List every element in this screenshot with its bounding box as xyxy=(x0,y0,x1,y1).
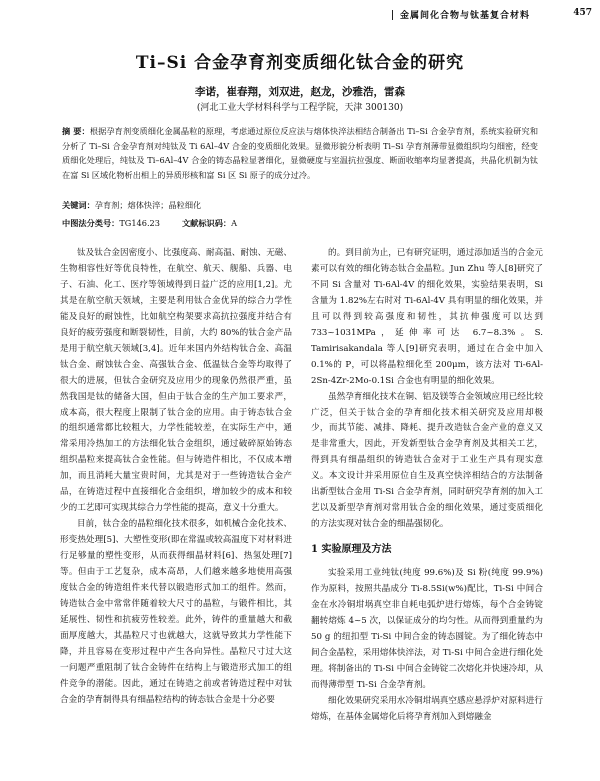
header-rule xyxy=(392,10,393,20)
body-paragraph: 的。到目前为止，已有研究证明，通过添加适当的合金元素可以有效的细化铸态钛合金晶粒。Jun Zhu 等人[8]研究了不同 Si 含量对 Ti-6Al-4V 的细化效果，实验结果表明，Si 含量为 1.82%左右时对 Ti-6Al-4V 具有明显的细化效果，并且可以得到较高强度和韧性，其抗伸强度可以达到 733~1031MPa，延伸率可达 6.7~8.3%。S. Tamirisakandala 等人[9]研究表明，通过在合金中加入 0.1%的 P，可以将晶粒细化至 200μm，该方法对 Ti-6Al-2Sn-4Zr-2Mo-0.1Si 合金也有明显的细化效果。 xyxy=(311,248,543,386)
body-paragraph: 实验采用工业纯钛(纯度 99.6%)及 Si 粉(纯度 99.9%)作为原料，按照共晶成分 Ti-8.5Si(w%)配比，Ti-Si 中间合金在水冷铜坩埚真空非自耗电弧炉进行熔炼，每个合金铸锭翻转熔炼 4~5 次，以保证成分的均匀性。从而得到重量约为 50 g 的纽扣型 Ti-Si 中间合金的铸态圆锭。为了细化铸态中间合金晶粒，采用熔体快淬法，对 Ti-Si 中间合金进行细化处理。将制备出的 Ti-Si 中间合金铸锭二次熔化并快速冷却，从而得薄带型 Ti-Si 合金孕育剂。 xyxy=(311,568,543,690)
body-paragraph: 钛及钛合金因密度小、比强度高、耐高温、耐蚀、无磁、生物相容性好等优良特性，在航空、航天、舰船、兵器、电子、石油、化工、医疗等领域得到日益广泛的应用[1,2]。尤其是在航空航天领域，主要是利用钛合金优异的综合力学性能及良好的耐蚀性，比如航空构架要求高抗拉强度并结合有良好的疲劳强度和断裂韧性，目前，大约 80%的钛合金产品是用于航空航天领域[3,4]。近年来国内外结构钛合金、高温钛合金、耐蚀钛合金、高强钛合金、低温钛合金等均取得了很大的进展，但钛合金研究及应用少的现象仍然很严重，虽然我国是钛的储备大国，但由于钛合金的生产加工要求严，成本高，很大程度上限制了钛合金的应用。由于铸态钛合金的组织通常都比较粗大，力学性能较差，在实际生产中，通常采用冷热加工的方法细化钛合金组织，通过破碎原始铸态组织晶粒来提高钛合金性能。但与铸造件相比，不仅成本增加，而且消耗大量宝贵时间，尤其是对于一些铸造钛合金产品，在铸造过程中直接细化合金组织，增加较少的成本和较少的工艺即可实现其综合力学性能的提高，意义十分重大。 xyxy=(60,248,292,514)
doc-code-label: 文献标识码： xyxy=(181,218,232,228)
keywords xyxy=(62,200,538,211)
clc-number: TG146.23 xyxy=(119,218,160,228)
affiliation: (河北工业大学材料科学与工程学院，天津 300130) xyxy=(196,103,404,113)
paper-title: Ti–Si 合金孕育剂变质细化钛合金的研究 xyxy=(135,53,465,73)
right-column xyxy=(311,246,543,726)
abstract-label: 摘 要： xyxy=(62,126,90,136)
running-header xyxy=(0,6,600,20)
keywords-label: 关键词： xyxy=(62,200,95,210)
abstract xyxy=(62,124,538,182)
section-heading: 1 实验原理及方法 xyxy=(311,544,392,556)
classification xyxy=(62,218,538,229)
journal-name: 金属间化合物与钛基复合材料 xyxy=(400,11,531,21)
author-list: 李诺，崔春翔，刘双进，赵龙，沙雅浩，雷森 xyxy=(195,86,405,98)
abstract-text: 根据孕育剂变质细化金属晶粒的原理，考虑通过原位反应法与熔体快淬法相结合制备出 Ti–Si 合金孕育剂，系统实验研究和分析了 Ti–Si 合金孕育剂对纯钛及 Ti 6Al–4V 合金的变质细化效果。显微形貌分析表明 Ti–Si 孕育剂薄带显微组织均匀细密，经变质细化处理后，纯钛及 Ti–6Al–4V 合金的铸态晶粒显著细化，显微硬度与室温抗拉强度、断面收缩率均显著提高，共晶化机制为钛在富 Si 区域化物析出相上的异质形核和富 Si 区 Si 原子的成分过冷。 xyxy=(62,126,539,180)
body-paragraph: 目前，钛合金的晶粒细化技术很多，如机械合金化技术、形变热处理[5]、大塑性变形(即在常温或较高温度下对材料进行足够量的塑性变形，从而获得细晶材料[6]、热氢处理[7]等。但由于工艺复杂，成本高昂，人们越来越多地使用高强度钛合金的铸造组件来代替以锻造形式加工的组件。然而，铸造钛合金中常常伴随着较大尺寸的晶粒，与锻件相比，其延展性、韧性和抗疲劳性较差。此外，铸件的重量越大和截面厚度越大，其晶粒尺寸也就越大，这就导致其力学性能下降，并且容易在变形过程中产生各向异性。晶粒尺寸过大这一问题严重阻制了钛合金铸件在结构上与锻造形式加工的组件竞争的潜能。因此，通过在铸造之前或者铸造过程中对钛合金的孕育制得具有细晶粒结构的铸态钛合金是十分必要 xyxy=(60,519,292,705)
body-paragraph: 虽然孕育细化技术在铜、铝及镁等合金领域应用已经比较广泛，但关于钛合金的孕育细化技术相关研究及应用却极少，而其节能、减排、降耗、提升改造钛合金产业的意义又是非常重大，因此，开发新型钛合金孕育剂及其相关工艺，得到具有细晶组织的铸造钛合金对于工业生产具有现实意义。本文设计并采用原位自生及真空快淬相结合的方法制备出新型钛合金用 Ti-Si 合金孕育剂，同时研究孕育剂的加入工艺以及新型孕育剂对常用钛合金的细化效果，通过变质细化的方法实现对钛合金的细晶强韧化。 xyxy=(311,391,543,530)
keywords-text: 孕育剂；熔体快淬；晶粒细化 xyxy=(94,200,202,210)
clc-label: 中图法分类号： xyxy=(62,218,120,228)
body-paragraph: 细化效果研究采用水冷铜坩埚真空感应悬浮炉对原料进行熔炼，在基体金属熔化后将孕育剂加入到熔融金 xyxy=(311,695,543,722)
left-column xyxy=(60,246,292,709)
doc-code: A xyxy=(231,218,238,228)
page-number: 457 xyxy=(573,8,592,18)
